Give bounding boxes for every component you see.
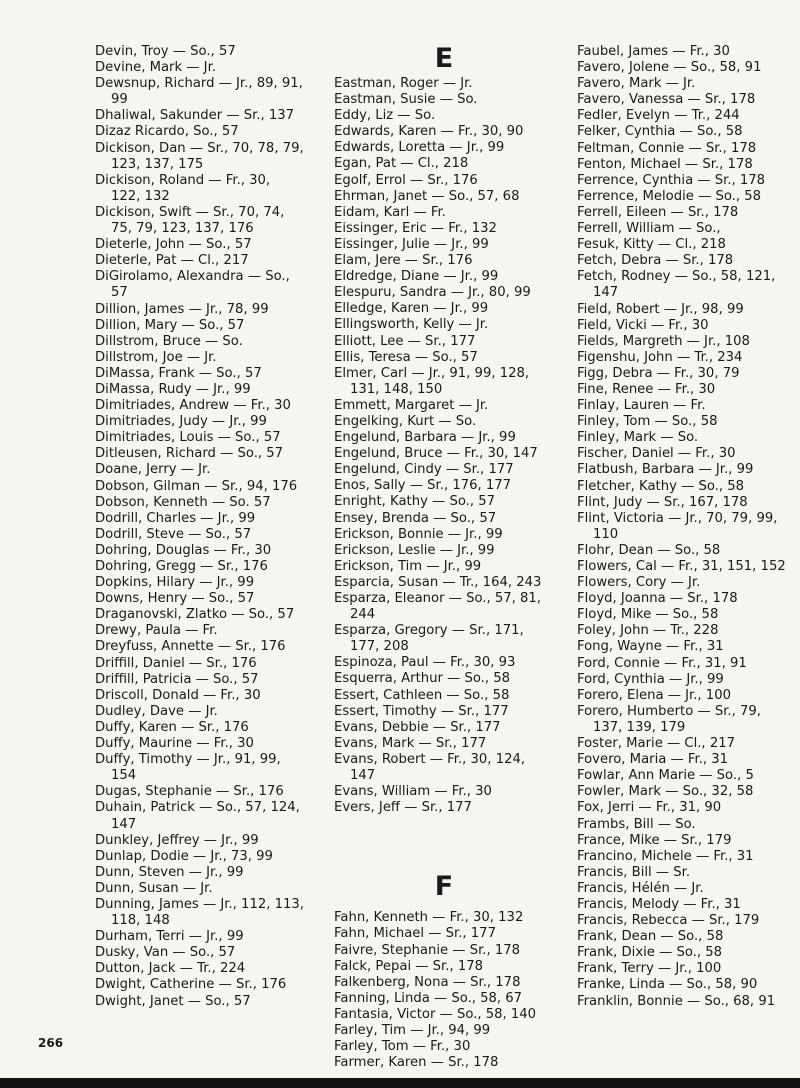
index-entry: Essert, Cathleen — So., 58	[334, 687, 510, 703]
index-entry: Dieterle, John — So., 57	[95, 237, 252, 253]
index-entry: Dimitriades, Judy — Jr., 99	[95, 414, 267, 430]
index-entry: Eissinger, Julie — Jr., 99	[334, 236, 489, 252]
index-entry: Fahn, Kenneth — Fr., 30, 132	[334, 910, 524, 926]
index-entry: Emmett, Margaret — Jr.	[334, 397, 489, 413]
index-entry: Engelund, Cindy — Sr., 177	[334, 462, 514, 478]
index-entry: Dusky, Van — So., 57	[95, 945, 236, 961]
index-entry: Esparcia, Susan — Tr., 164, 243	[334, 574, 542, 590]
index-entry: Driffill, Patricia — So., 57	[95, 671, 259, 687]
index-entry: Dohring, Gregg — Sr., 176	[95, 559, 268, 574]
index-entry: Elam, Jere — Sr., 176	[334, 253, 473, 269]
index-entry: Dieterle, Pat — Cl., 217	[95, 253, 249, 269]
section-letter-f: F	[434, 871, 454, 903]
index-entry: Fox, Jerri — Fr., 31, 90	[577, 800, 722, 816]
index-entry: Faubel, James — Fr., 30	[577, 44, 730, 59]
index-entry: Frambs, Bill — So.	[577, 816, 696, 832]
index-entry: Evans, Debbie — Sr., 177	[334, 719, 501, 735]
index-entry-continuation: 75, 79, 123, 137, 176	[111, 221, 254, 237]
index-entry: Drewy, Paula — Fr.	[95, 623, 218, 639]
index-entry-continuation: 154	[111, 768, 137, 784]
index-entry: Fedler, Evelyn — Tr., 244	[577, 108, 740, 124]
index-entry: Fletcher, Kathy — So., 58	[577, 478, 745, 494]
index-entry: Dobson, Gilman — Sr., 94, 176	[95, 478, 298, 494]
index-entry: Dudley, Dave — Jr.	[95, 703, 218, 719]
index-entry-continuation: 137, 139, 179	[593, 719, 686, 735]
index-entry: Dunkley, Jeffrey — Jr., 99	[95, 832, 259, 848]
index-entry-continuation: 147	[350, 768, 376, 784]
index-entry: Floyd, Mike — So., 58	[577, 607, 719, 623]
index-entry: Egan, Pat — Cl., 218	[334, 156, 469, 172]
index-entry: Evans, William — Fr., 30	[334, 784, 492, 800]
index-entry: Dickison, Swift — Sr., 70, 74,	[95, 204, 285, 220]
section-f-entries	[334, 910, 574, 1071]
index-entry: Engelund, Bruce — Fr., 30, 147	[334, 446, 538, 462]
index-entry: Favero, Jolene — So., 58, 91	[577, 60, 762, 76]
index-entry: Flohr, Dean — So., 58	[577, 542, 721, 558]
index-entry: Faivre, Stephanie — Sr., 178	[334, 942, 521, 958]
index-entry: Dewsnup, Richard — Jr., 89, 91,	[95, 76, 303, 92]
index-entry: Erickson, Bonnie — Jr., 99	[334, 526, 503, 542]
index-entry: Driffill, Daniel — Sr., 176	[95, 655, 257, 671]
index-entry: Evans, Robert — Fr., 30, 124,	[334, 751, 526, 767]
index-entry: Esparza, Eleanor — So., 57, 81,	[334, 591, 541, 606]
page-number: 266	[38, 1036, 64, 1050]
index-entry: Fischer, Daniel — Fr., 30	[577, 446, 736, 462]
index-entry: Felker, Cynthia — So., 58	[577, 124, 743, 140]
index-entry: Dohring, Douglas — Fr., 30	[95, 542, 272, 558]
section-letter-e: E	[434, 43, 454, 74]
index-entry: Fetch, Debra — Sr., 178	[577, 253, 734, 269]
index-entry: Duffy, Timothy — Jr., 91, 99,	[95, 752, 281, 768]
index-entry: Franke, Linda — So., 58, 90	[577, 977, 758, 993]
index-entry: Finlay, Lauren — Fr.	[577, 398, 706, 414]
index-entry: Fovero, Maria — Fr., 31	[577, 752, 729, 768]
index-entry: Flowers, Cal — Fr., 31, 151, 152	[577, 559, 786, 574]
index-entry: Falkenberg, Nona — Sr., 178	[334, 974, 521, 990]
index-entry: Ellis, Teresa — So., 57	[334, 349, 478, 365]
index-entry-continuation: 131, 148, 150	[350, 381, 443, 397]
index-entry: Ferrell, Eileen — Sr., 178	[577, 204, 739, 220]
index-entry: Dillstrom, Bruce — So.	[95, 333, 243, 349]
index-entry: Fetch, Rodney — So., 58, 121,	[577, 269, 776, 285]
index-entry: Ferrence, Cynthia — Sr., 178	[577, 172, 766, 188]
index-entry: Flatbush, Barbara — Jr., 99	[577, 462, 754, 478]
index-entry: Dickison, Dan — Sr., 70, 78, 79,	[95, 140, 304, 156]
index-entry: Finley, Mark — So.	[577, 430, 699, 446]
index-entry: Forero, Humberto — Sr., 79,	[577, 703, 761, 719]
index-entry: Elmer, Carl — Jr., 91, 99, 128,	[334, 365, 530, 381]
index-entry: Foster, Marie — Cl., 217	[577, 736, 735, 752]
index-entry: Elledge, Karen — Jr., 99	[334, 301, 489, 317]
index-entry: Falck, Pepai — Sr., 178	[334, 958, 484, 974]
index-entry: Francis, Hélén — Jr.	[577, 880, 704, 896]
index-entry: Franklin, Bonnie — So., 68, 91	[577, 993, 776, 1009]
index-entry: Finley, Tom — So., 58	[577, 414, 718, 430]
index-entry: Figg, Debra — Fr., 30, 79	[577, 365, 740, 381]
index-entry: Dugas, Stephanie — Sr., 176	[95, 784, 284, 800]
index-entry: Fenton, Michael — Sr., 178	[577, 156, 753, 172]
index-entry: Ditleusen, Richard — So., 57	[95, 446, 284, 462]
index-entry: Dickison, Roland — Fr., 30,	[95, 172, 271, 188]
index-entry: Espinoza, Paul — Fr., 30, 93	[334, 655, 516, 671]
index-entry-continuation: 177, 208	[350, 639, 409, 655]
index-entry: Fahn, Michael — Sr., 177	[334, 926, 496, 942]
index-entry: Dunning, James — Jr., 112, 113,	[95, 896, 304, 912]
index-column-d	[95, 44, 325, 1010]
index-entry: Frank, Dean — So., 58	[577, 929, 724, 945]
index-entry: Dwight, Janet — So., 57	[95, 993, 251, 1009]
index-entry: Doane, Jerry — Jr.	[95, 462, 211, 478]
index-entry: Dillstrom, Joe — Jr.	[95, 349, 217, 365]
index-entry: Eissinger, Eric — Fr., 132	[334, 220, 497, 236]
page-edge	[0, 1078, 800, 1088]
index-entry: Dreyfuss, Annette — Sr., 176	[95, 639, 286, 655]
index-entry: Fong, Wayne — Fr., 31	[577, 639, 724, 655]
index-entry: Dwight, Catherine — Sr., 176	[95, 977, 287, 993]
section-e-entries	[334, 76, 574, 816]
index-entry-continuation: 123, 137, 175	[111, 156, 204, 172]
index-entry: Flint, Judy — Sr., 167, 178	[577, 494, 748, 510]
index-entry: Dillion, James — Jr., 78, 99	[95, 301, 269, 317]
index-entry: Duffy, Maurine — Fr., 30	[95, 736, 254, 752]
index-entry: Eidam, Karl — Fr.	[334, 204, 446, 220]
index-entry: Francis, Rebecca — Sr., 179	[577, 913, 760, 929]
index-entry: Francis, Bill — Sr.	[577, 864, 691, 880]
index-entry: Dimitriades, Louis — So., 57	[95, 430, 281, 446]
index-entry: Driscoll, Donald — Fr., 30	[95, 687, 261, 703]
index-entry: Farmer, Karen — Sr., 178	[334, 1055, 499, 1071]
index-entry: Fine, Renee — Fr., 30	[577, 381, 716, 397]
index-entry: Enos, Sally — Sr., 176, 177	[334, 478, 512, 494]
index-entry: DiGirolamo, Alexandra — So.,	[95, 269, 290, 285]
index-entry: Ensey, Brenda — So., 57	[334, 510, 497, 526]
index-entry: Erickson, Leslie — Jr., 99	[334, 542, 495, 558]
index-entry: Dutton, Jack — Tr., 224	[95, 961, 246, 977]
index-entry: Farley, Tim — Jr., 94, 99	[334, 1022, 491, 1038]
index-entry: Dunlap, Dodie — Jr., 73, 99	[95, 848, 273, 864]
index-entry: Francis, Melody — Fr., 31	[577, 896, 741, 912]
index-entry: Dunn, Steven — Jr., 99	[95, 864, 244, 880]
index-entry-continuation: 147	[593, 285, 619, 301]
index-entry: Dhaliwal, Sakunder — Sr., 137	[95, 108, 295, 124]
index-entry: Field, Vicki — Fr., 30	[577, 317, 709, 333]
index-entry: Edwards, Loretta — Jr., 99	[334, 140, 505, 156]
index-entry: Engelund, Barbara — Jr., 99	[334, 430, 516, 446]
index-entry: Evers, Jeff — Sr., 177	[334, 800, 472, 816]
index-entry: Engelking, Kurt — So.	[334, 413, 477, 429]
index-entry: Eastman, Roger — Jr.	[334, 76, 473, 91]
index-entry: Egolf, Errol — Sr., 176	[334, 172, 478, 188]
index-entry: Farley, Tom — Fr., 30	[334, 1039, 471, 1055]
index-entry-continuation: 122, 132	[111, 188, 170, 204]
index-entry: Duhain, Patrick — So., 57, 124,	[95, 800, 300, 816]
index-entry: Dizaz Ricardo, So., 57	[95, 124, 239, 140]
index-entry: Favero, Mark — Jr.	[577, 76, 696, 92]
index-entry: Ferrence, Melodie — So., 58	[577, 188, 762, 204]
index-entry: Eastman, Susie — So.	[334, 92, 478, 108]
index-entry: Ford, Connie — Fr., 31, 91	[577, 655, 747, 671]
index-entry: Edwards, Karen — Fr., 30, 90	[334, 124, 524, 140]
index-entry: Downs, Henry — So., 57	[95, 591, 255, 607]
index-entry: Dobson, Kenneth — So. 57	[95, 494, 271, 510]
index-entry: Dodrill, Charles — Jr., 99	[95, 510, 256, 526]
index-entry: Eldredge, Diane — Jr., 99	[334, 269, 499, 285]
index-entry: Dimitriades, Andrew — Fr., 30	[95, 398, 291, 414]
index-entry: DiMassa, Rudy — Jr., 99	[95, 381, 251, 397]
index-entry: Fowler, Mark — So., 32, 58	[577, 784, 754, 800]
index-entry: Fantasia, Victor — So., 58, 140	[334, 1006, 537, 1022]
index-entry: Draganovski, Zlatko — So., 57	[95, 607, 295, 623]
index-entry: Flowers, Cory — Jr.	[577, 575, 701, 591]
index-entry-continuation: 99	[111, 92, 128, 108]
index-entry: Erickson, Tim — Jr., 99	[334, 558, 482, 574]
index-entry: Fields, Margreth — Jr., 108	[577, 333, 750, 349]
index-column-e-f	[334, 44, 574, 1071]
index-entry: Favero, Vanessa — Sr., 178	[577, 92, 756, 108]
index-entry: Ehrman, Janet — So., 57, 68	[334, 188, 520, 204]
index-entry: Dodrill, Steve — So., 57	[95, 526, 252, 542]
index-entry: Ellingsworth, Kelly — Jr.	[334, 317, 489, 333]
index-entry: Esquerra, Arthur — So., 58	[334, 671, 511, 687]
index-entry-continuation: 244	[350, 607, 376, 623]
index-entry: Francino, Michele — Fr., 31	[577, 848, 754, 864]
index-entry: DiMassa, Frank — So., 57	[95, 365, 262, 381]
index-entry: France, Mike — Sr., 179	[577, 832, 732, 848]
index-entry-continuation: 57	[111, 285, 128, 301]
index-entry: Feltman, Connie — Sr., 178	[577, 140, 757, 156]
index-entry: Fowlar, Ann Marie — So., 5	[577, 768, 754, 784]
index-entry: Dunn, Susan — Jr.	[95, 880, 213, 896]
index-entry: Esparza, Gregory — Sr., 171,	[334, 623, 524, 639]
index-column-f-continued	[577, 44, 799, 1010]
index-entry: Durham, Terri — Jr., 99	[95, 929, 244, 945]
index-entry: Elliott, Lee — Sr., 177	[334, 333, 476, 349]
index-entry: Fesuk, Kitty — Cl., 218	[577, 237, 726, 253]
index-entry: Dillion, Mary — So., 57	[95, 317, 245, 333]
index-entry: Frank, Dixie — So., 58	[577, 945, 723, 961]
index-entry: Devine, Mark — Jr.	[95, 60, 216, 76]
index-entry: Field, Robert — Jr., 98, 99	[577, 301, 744, 317]
index-entry: Floyd, Joanna — Sr., 178	[577, 591, 738, 607]
index-entry: Fanning, Linda — So., 58, 67	[334, 990, 523, 1006]
index-entry: Frank, Terry — Jr., 100	[577, 961, 722, 977]
index-entry: Enright, Kathy — So., 57	[334, 494, 496, 510]
index-entry: Essert, Timothy — Sr., 177	[334, 703, 509, 719]
index-entry-continuation: 118, 148	[111, 913, 170, 929]
index-entry: Foley, John — Tr., 228	[577, 623, 719, 639]
index-entry: Figenshu, John — Tr., 234	[577, 349, 743, 365]
index-entry: Evans, Mark — Sr., 177	[334, 735, 487, 751]
index-entry: Flint, Victoria — Jr., 70, 79, 99,	[577, 510, 778, 526]
index-entry: Eddy, Liz — So.	[334, 108, 436, 124]
index-entry: Ford, Cynthia — Jr., 99	[577, 671, 724, 687]
index-entry: Elespuru, Sandra — Jr., 80, 99	[334, 285, 531, 301]
index-entry-continuation: 147	[111, 816, 137, 832]
index-entry: Ferrell, William — So.,	[577, 221, 721, 237]
index-entry: Forero, Elena — Jr., 100	[577, 687, 731, 703]
index-entry: Dopkins, Hilary — Jr., 99	[95, 575, 255, 591]
index-entry: Devin, Troy — So., 57	[95, 44, 236, 59]
index-entry: Duffy, Karen — Sr., 176	[95, 719, 249, 735]
index-entry-continuation: 110	[593, 526, 619, 542]
